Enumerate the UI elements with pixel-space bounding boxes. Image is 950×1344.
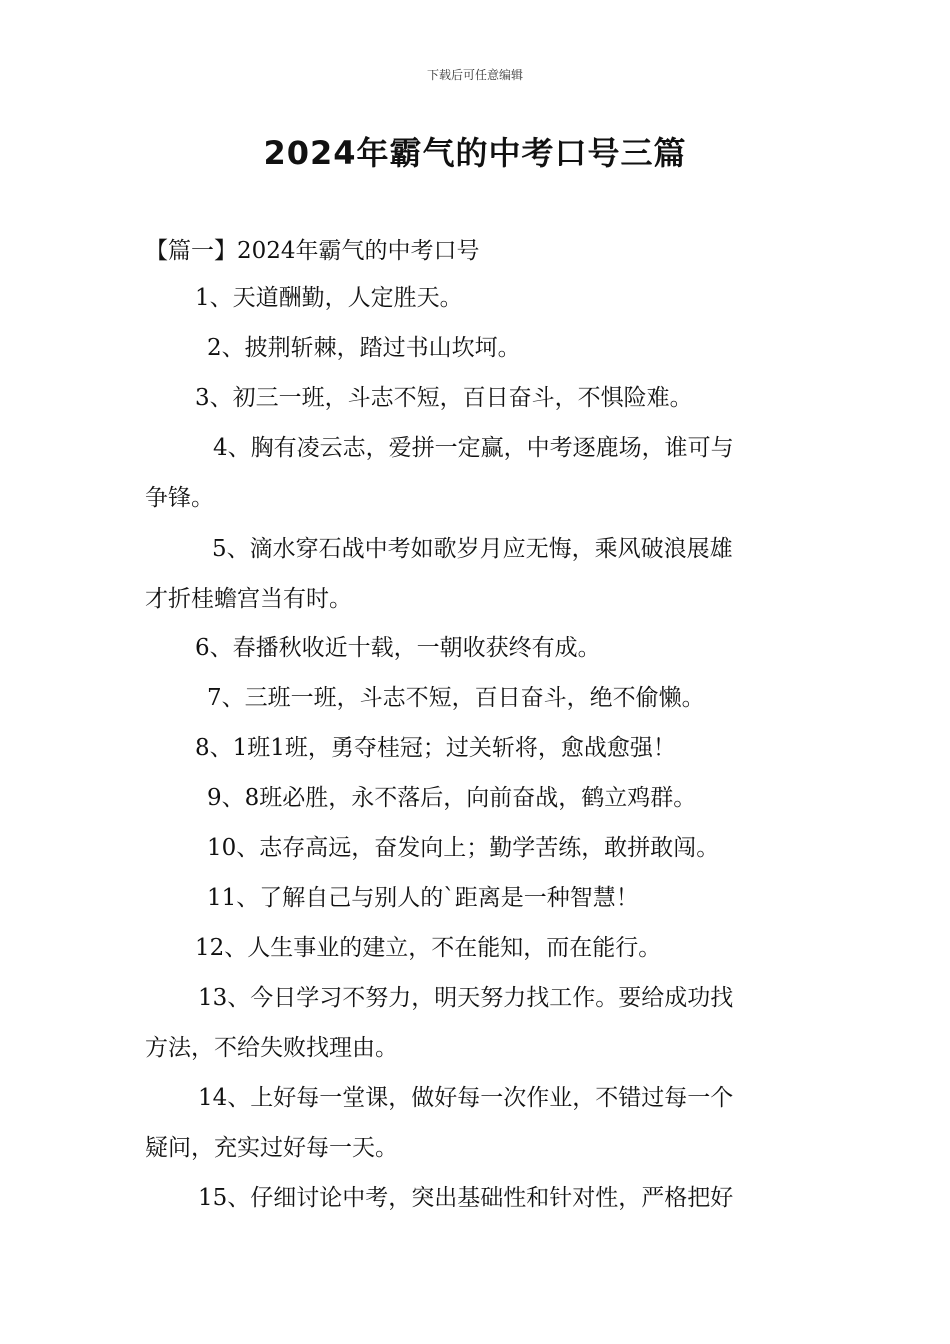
list-item: 8、1班1班，勇夺桂冠；过关斩将，愈战愈强！ [195,735,676,761]
list-item: 5、滴水穿石战中考如歌岁月应无悔，乘风破浪展雄 [212,536,733,562]
list-item: 14、上好每一堂课，做好每一次作业，不错过每一个 [198,1085,734,1111]
list-item: 6、春播秋收近十载，一朝收获终有成。 [195,635,601,661]
list-item-continuation: 疑问，充实过好每一天。 [145,1135,398,1161]
list-item: 12、人生事业的建立，不在能知，而在能行。 [195,935,662,961]
page-header-note: 下载后可任意编辑 [426,68,523,82]
section-heading: 【篇一】2024年霸气的中考口号 [145,238,480,264]
list-item: 3、初三一班，斗志不短，百日奋斗，不惧险难。 [195,385,693,411]
list-item: 4、胸有凌云志，爱拼一定赢，中考逐鹿场，谁可与 [213,435,734,461]
list-item-continuation: 方法，不给失败找理由。 [145,1035,398,1061]
list-item: 15、仔细讨论中考，突出基础性和针对性，严格把好 [198,1185,734,1211]
list-item: 13、今日学习不努力，明天努力找工作。要给成功找 [198,985,734,1011]
list-item: 1、天道酬勤，人定胜天。 [195,285,463,311]
list-item: 11、了解自己与别人的`距离是一种智慧！ [207,885,639,911]
list-item: 2、披荆斩棘，踏过书山坎坷。 [207,335,521,361]
list-item: 7、三班一班，斗志不短，百日奋斗，绝不偷懒。 [207,685,705,711]
list-item-continuation: 才折桂蟾宫当有时。 [145,586,352,612]
list-item: 9、8班必胜，永不落后，向前奋战，鹤立鸡群。 [207,785,697,811]
list-item-continuation: 争锋。 [145,485,214,511]
list-item: 10、志存高远，奋发向上；勤学苦练，敢拼敢闯。 [207,835,720,861]
document-title: 2024年霸气的中考口号三篇 [263,134,687,172]
